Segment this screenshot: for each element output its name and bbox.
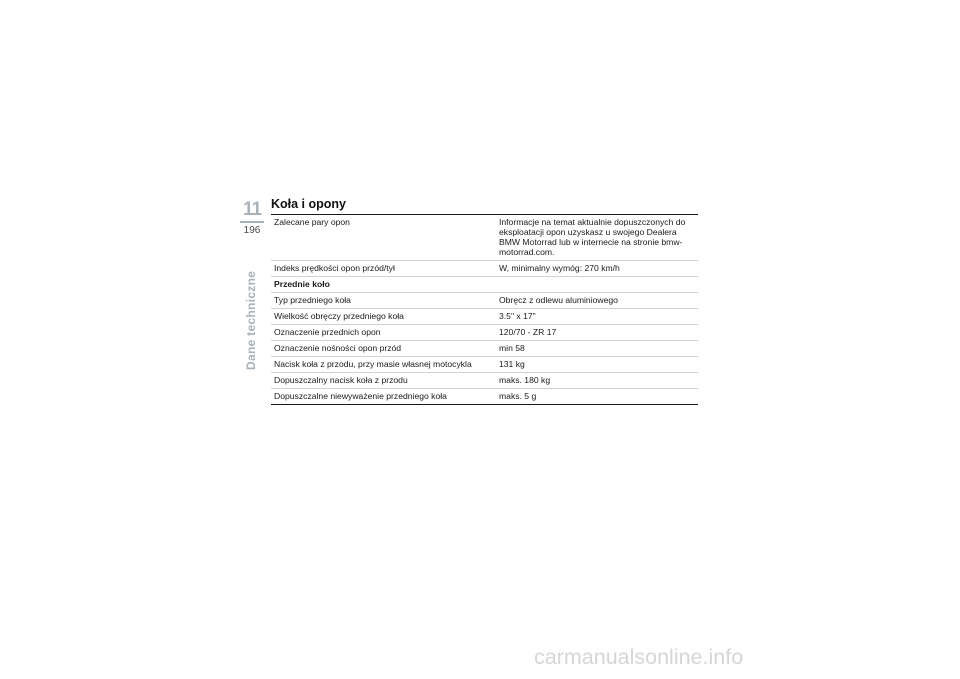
table-row (271, 309, 698, 325)
spec-label: Oznaczenie przednich opon (271, 325, 496, 341)
chapter-marker (240, 200, 264, 237)
spec-value: Obręcz z odlewu aluminiowego (496, 293, 698, 309)
section-side-label: Dane techniczne (244, 270, 258, 370)
chapter-number: 11 (242, 199, 262, 220)
chapter-divider (240, 221, 264, 223)
table-row (271, 325, 698, 341)
wheels-tyres-spec-table (271, 214, 698, 405)
spec-value: 120/70 - ZR 17 (496, 325, 698, 341)
spec-value: min 58 (496, 341, 698, 357)
table-row (271, 341, 698, 357)
spec-value: 131 kg (496, 357, 698, 373)
spec-label: Typ przedniego koła (271, 293, 496, 309)
table-row (271, 215, 698, 261)
spec-value: Informacje na temat aktualnie dopuszczonych do eksploatacji opon uzyskasz u swojego Dealera BMW Motorrad lub w internecie na stronie bmw-motorrad.com. (496, 215, 698, 261)
page-number: 196 (243, 225, 261, 236)
table-row (271, 357, 698, 373)
section-heading: Przednie koło (271, 277, 698, 293)
table-row (271, 373, 698, 389)
page-title: Koła i opony (271, 197, 346, 211)
spec-label: Wielkość obręczy przedniego koła (271, 309, 496, 325)
table-row (271, 293, 698, 309)
watermark: carmanualsonline.info (534, 645, 744, 669)
spec-label: Indeks prędkości opon przód/tył (271, 261, 496, 277)
spec-value: maks. 180 kg (496, 373, 698, 389)
spec-value: W, minimalny wymóg: 270 km/h (496, 261, 698, 277)
spec-label: Dopuszczalny nacisk koła z przodu (271, 373, 496, 389)
spec-label: Zalecane pary opon (271, 215, 496, 261)
table-row (271, 261, 698, 277)
table-row (271, 389, 698, 405)
spec-value: maks. 5 g (496, 389, 698, 405)
spec-label: Oznaczenie nośności opon przód (271, 341, 496, 357)
spec-label: Dopuszczalne niewyważenie przedniego koła (271, 389, 496, 405)
spec-value: 3.5" x 17" (496, 309, 698, 325)
section-heading-row (271, 277, 698, 293)
spec-label: Nacisk koła z przodu, przy masie własnej motocykla (271, 357, 496, 373)
